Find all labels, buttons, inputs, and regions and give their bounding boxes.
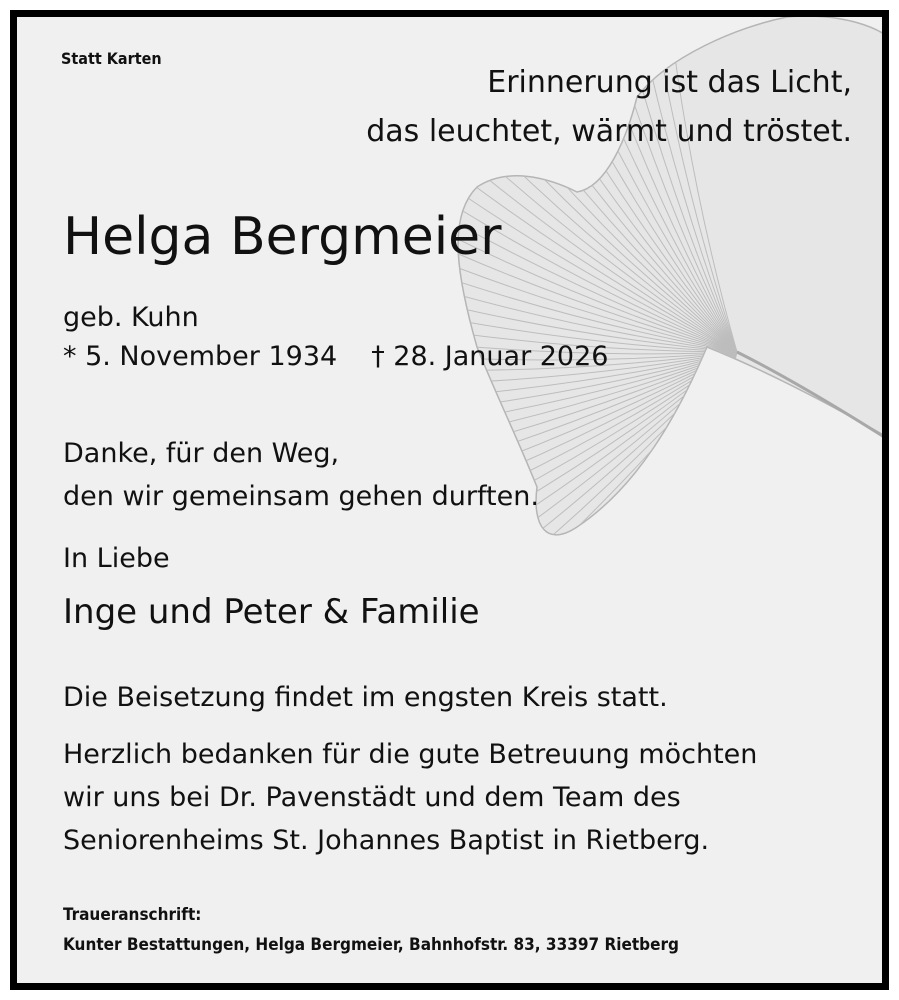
mourners-names: Inge und Peter & Familie xyxy=(63,592,480,632)
mourners-intro: In Liebe xyxy=(63,543,170,574)
death-date: † 28. Januar 2026 xyxy=(371,341,609,372)
address-label: Traueranschrift: xyxy=(63,905,202,925)
thanks-line-1: Danke, für den Weg, xyxy=(63,438,340,469)
thanks-line-2: den wir gemeinsam gehen durften. xyxy=(63,481,539,512)
birth-name: geb. Kuhn xyxy=(63,302,199,333)
header-label: Statt Karten xyxy=(61,49,162,68)
deceased-name: Helga Bergmeier xyxy=(63,207,502,267)
motto-line-2: das leuchtet, wärmt und tröstet. xyxy=(366,114,852,149)
address-line: Kunter Bestattungen, Helga Bergmeier, Bahnhofstr. 83, 33397 Rietberg xyxy=(63,935,679,955)
acknowledgement-line-3: Seniorenheims St. Johannes Baptist in Rietberg. xyxy=(63,825,710,856)
birth-date: * 5. November 1934 xyxy=(63,341,338,372)
burial-notice: Die Beisetzung findet im engsten Kreis statt. xyxy=(63,682,668,713)
acknowledgement-line-2: wir uns bei Dr. Pavenstädt und dem Team des xyxy=(63,782,681,813)
obituary-notice xyxy=(10,10,889,990)
life-dates xyxy=(63,341,608,372)
motto-line-1: Erinnerung ist das Licht, xyxy=(487,65,852,100)
acknowledgement-line-1: Herzlich bedanken für die gute Betreuung möchten xyxy=(63,739,758,770)
